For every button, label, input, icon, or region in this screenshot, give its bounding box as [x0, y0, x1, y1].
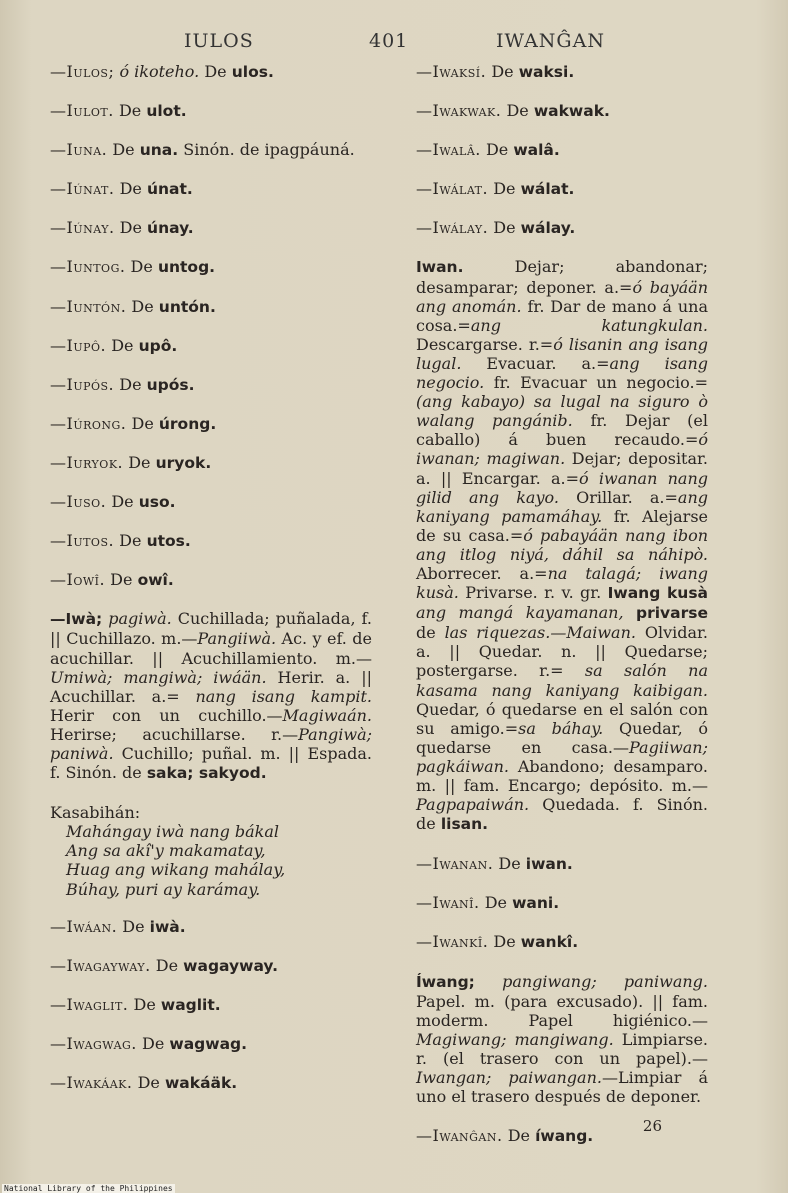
left-column	[50, 62, 372, 1112]
signature-mark: 26	[642, 1117, 662, 1135]
entry-ref: untón.	[158, 297, 216, 316]
entry-de: De	[491, 62, 514, 81]
entry-headword: —Iuso.	[50, 492, 107, 512]
cross-ref-entry	[50, 414, 372, 434]
cross-ref-entry	[416, 140, 708, 160]
entry-iwangan: —Iwanĝan. De íwang.	[416, 1126, 594, 1146]
entry-headword: —Iwaksí.	[416, 62, 487, 81]
cross-ref-entry	[50, 570, 372, 590]
entry-de: De	[485, 140, 509, 160]
cross-ref-entry	[50, 297, 372, 317]
entry-headword: —Iúrong.	[50, 413, 127, 433]
cross-ref-entry	[50, 336, 372, 356]
verse-line: Mahángay iwà nang bákal	[66, 822, 280, 842]
entry-iwa: —Iwà; pagiwà. Cuchillada; puñalada, f. || Cuchillazo. m.—Pangiiwà. Ac. y ef. de acuchillar. || Acuchillamiento. m.—Umiwà; mangiwà; iwáän. Herir. a. || Acuchillar. a.= nang isang kampit. Herir con un cuchillo.—Magiwaán. Herirse; acuchillarse. r.—Pangiwà; paniwà. Cuchillo; puñal. m. || Espada. f. Sinón. de saka; sakyod.	[50, 609, 373, 783]
cross-ref-entry	[50, 101, 372, 121]
running-head-right: IWANĜAN	[496, 30, 605, 52]
cross-ref-entry	[50, 218, 372, 238]
entry-headword: —Iwálay.	[416, 218, 489, 238]
entry-headword: —Iupós.	[50, 374, 115, 394]
entry-ref: upós.	[146, 375, 195, 394]
entry-ref: upô.	[138, 336, 178, 355]
entry-de: De	[493, 932, 516, 952]
entry-headword: —Iuntog.	[50, 257, 126, 277]
entry-headword: —Iutos.	[50, 531, 115, 551]
entry-headword: —Iwankî.	[416, 932, 489, 952]
cross-ref-entry	[416, 62, 708, 82]
cross-ref-entry	[50, 1073, 372, 1093]
entry-ref: wagwag.	[169, 1034, 248, 1053]
entry-ref: wakwak.	[533, 102, 610, 121]
entry-ref: úrong.	[158, 414, 217, 433]
cross-ref-entry	[50, 995, 372, 1015]
entry-iwan: Iwan. Dejar; abandonar; desamparar; deponer. a.=ó bayáän ang anomán. fr. Dar de mano á una cosa.=ang katungkulan. Descargarse. r.=ó lisanin ang isang lugal. Evacuar. a.=ang isang negocio. fr. Evacuar un negocio.=(ang kabayo) sa lugal na siguro ò walang pangánib. fr. Dejar (el caballo) á buen recaudo.=ó iwanan; magiwan. Dejar; depositar. a. || Encargar. a.=ó iwanan nang gilid ang kayo. Orillar. a.=ang kaniyang pamamáhay. fr. Alejarse de su casa.=ó pabayáän nang ibon ang itlog niyá, dáhil sa náhipò. Aborrecer. a.=na talagá; iwang kusà. Privarse. r. v. gr. Iwang kusà ang mangá kayamanan, privarse de las riquezas.—Maiwan. Olvidar. a. || Quedar. n. || Quedarse; postergarse. r.= sa salón na kasama nang kaniyang kaibigan. Quedar, ó quedarse en el salón con su amigo.=sa báhay. Quedar, ó quedarse en casa.—Pagiiwan; pagkáiwan. Abandono; desamparo. m. || fam. Encargo; depósito. m.—Pagpapaiwán. Quedada. f. Sinón. de lisan.	[416, 257, 709, 834]
entry-de: De	[204, 62, 227, 81]
cross-ref-entry	[50, 453, 372, 473]
entry-ref: una.	[139, 141, 179, 160]
entry-headword: —Iwakwak.	[416, 101, 502, 121]
entry-ref: únay.	[147, 219, 194, 238]
cross-ref-entry	[50, 62, 372, 82]
cross-ref-entry	[50, 917, 372, 937]
entry-ref: wálat.	[520, 180, 575, 199]
entry-de: De	[141, 1033, 165, 1053]
library-footer: National Library of the Philippines	[4, 1184, 173, 1193]
entry-ref: owî.	[137, 571, 174, 590]
entry-ref: utos.	[146, 532, 191, 551]
entry-de: De	[155, 955, 179, 975]
entry-de: De	[111, 492, 134, 512]
entry-ref: uso.	[138, 493, 176, 512]
entry-headword: —Iwagayway.	[50, 955, 151, 975]
entry-de: De	[112, 140, 135, 160]
verse-line: Ang sa akî'y makamatay,	[66, 841, 266, 861]
entry-ref: iwan.	[525, 855, 573, 874]
entry-headword: —Iupô.	[50, 335, 107, 355]
entry-ref: wagayway.	[183, 956, 279, 975]
cross-ref-entry	[50, 140, 372, 160]
entry-de: De	[122, 916, 145, 936]
entry-headword: —Iulos;	[50, 62, 115, 81]
entry-de: De	[133, 994, 156, 1014]
entry-de: De	[118, 101, 142, 121]
entry-de: De	[131, 296, 154, 316]
entry-de: De	[128, 452, 151, 472]
entry-headword: —Iwáan.	[50, 916, 118, 936]
kasabihan-label: Kasabihán:	[50, 803, 141, 823]
entry-headword: —Iuntón.	[50, 296, 127, 316]
entry-headword: —Iulot.	[50, 101, 114, 121]
entry-de: De	[493, 179, 516, 199]
verse-line: Búhay, puri ay karámay.	[66, 879, 261, 899]
entry-de: De	[119, 179, 142, 199]
entry-de: De	[131, 413, 154, 433]
running-head-left: IULOS	[184, 30, 254, 52]
entry-headword: —Iuna.	[50, 140, 108, 160]
entry-ref: walâ.	[513, 141, 560, 160]
entry-de: De	[130, 257, 153, 277]
page-number: 401	[369, 30, 409, 52]
entry-de: De	[484, 893, 507, 913]
entry-ref: uryok.	[155, 453, 212, 472]
cross-ref-entry	[416, 179, 708, 199]
entry-de: De	[506, 101, 529, 121]
entry-ref: waglit.	[160, 995, 221, 1014]
entry-headword: —Iwanî.	[416, 893, 480, 913]
entry-headword: —Iúnay.	[50, 218, 115, 238]
cross-ref-entry	[416, 932, 708, 952]
entry-ref: wakáäk.	[164, 1074, 238, 1092]
entry-ref: wankî.	[520, 933, 579, 952]
cross-ref-entry	[50, 179, 372, 199]
entry-ref: ulot.	[146, 102, 187, 121]
entry-tail: Sinón. de ipagpáuná.	[183, 140, 355, 160]
cross-ref-entry	[50, 531, 372, 551]
entry-headword: —Iwaglit.	[50, 994, 129, 1014]
entry-de: De	[498, 854, 521, 874]
entry-headword: —Iuryok.	[50, 452, 124, 472]
entry-headword: —Iúnat.	[50, 179, 115, 199]
entry-ref: wálay.	[520, 219, 576, 238]
cross-ref-entry	[50, 375, 372, 395]
entry-gloss: ó ikoteho.	[119, 62, 200, 81]
cross-ref-entry	[50, 1034, 372, 1054]
entry-ref: iwà.	[149, 917, 186, 936]
verse-line: Huag ang wikang mahálay,	[66, 860, 286, 880]
entry-headword: —Iwalâ.	[416, 140, 481, 160]
cross-ref-entry	[416, 101, 708, 121]
entry-ref: wani.	[512, 894, 560, 913]
kasabihan	[50, 803, 372, 898]
right-column	[416, 62, 708, 1165]
entry-ref: ulos.	[231, 63, 274, 81]
entry-de: De	[111, 335, 134, 355]
entry-headword: —Iowî.	[50, 570, 106, 590]
cross-ref-entry	[50, 257, 372, 277]
entry-ref: untog.	[157, 258, 216, 277]
entry-de: De	[119, 218, 142, 238]
entry-ref: únat.	[146, 180, 193, 199]
entry-de: De	[137, 1073, 160, 1092]
entry-headword: —Iwakáak.	[50, 1073, 133, 1092]
entry-ref: waksi.	[518, 63, 575, 81]
cross-ref-entry	[50, 492, 372, 512]
entry-iwang: Íwang; pangiwang; paniwang. Papel. m. (para excusado). || fam. moderm. Papel higiénico.—Magiwang; mangiwang. Limpiarse. r. (el trasero con un papel).—Iwangan; paiwangan.—Limpiar á uno el trasero después de deponer.	[416, 971, 708, 1107]
entry-headword: —Iwagwag.	[50, 1033, 137, 1053]
cross-ref-entry	[416, 854, 708, 874]
entry-de: De	[110, 570, 133, 590]
cross-ref-entry	[416, 893, 708, 913]
entry-headword: —Iwálat.	[416, 179, 489, 199]
cross-ref-entry	[50, 956, 372, 976]
entry-headword: —Iwanan.	[416, 854, 494, 874]
entry-de: De	[493, 218, 516, 238]
entry-de: De	[119, 531, 142, 551]
cross-ref-entry	[416, 218, 708, 238]
entry-de: De	[119, 374, 142, 394]
